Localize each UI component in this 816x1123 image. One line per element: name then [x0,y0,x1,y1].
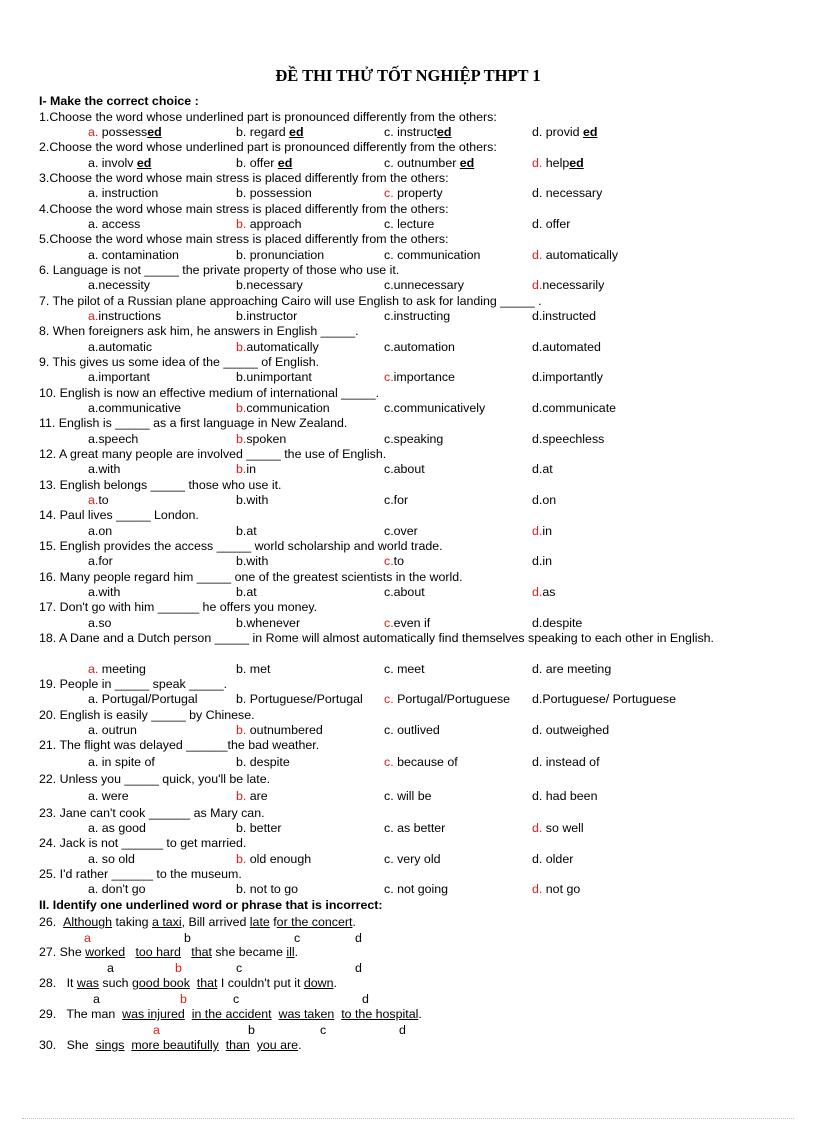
question-25: 25. I'd rather ______ to the museum. [39,867,242,881]
question-19: 19. People in _____ speak _____. [39,677,228,691]
q15-option-d[interactable]: d.in [532,554,552,568]
q24-option-b[interactable]: b. old enough [236,852,312,866]
q23-option-b[interactable]: b. better [236,821,282,835]
q23-option-c[interactable]: c. as better [384,821,446,835]
question-20: 20. English is easily _____ by Chinese. [39,708,255,722]
question-10: 10. English is now an effective medium of international _____. [39,386,380,400]
q7-option-b[interactable]: b.instructor [236,309,298,323]
q11-option-a[interactable]: a.speech [88,432,139,446]
q28-part-d[interactable]: down [303,976,334,990]
q30-part-d[interactable]: you are [256,1038,299,1052]
question-5: 5.Choose the word whose main stress is placed differently from the others: [39,232,449,246]
question-3: 3.Choose the word whose main stress is placed differently from the others: [39,171,449,185]
q26-part-b[interactable]: a taxi [152,915,182,929]
question-28: 28. It was such good book that I couldn't put it down. [39,976,337,990]
q26-part-d[interactable]: or the concert [276,915,353,929]
q11-option-c[interactable]: c.speaking [384,432,444,446]
q6-option-d[interactable]: d.necessarily [532,278,605,292]
question-12: 12. A great many people are involved _____ the use of English. [39,447,387,461]
q26-mark-a: a [84,931,91,945]
q10-option-d[interactable]: d.communicate [532,401,617,415]
q1-option-a[interactable]: a. possessed [88,125,162,139]
q19-option-b[interactable]: b. Portuguese/Portugal [236,692,363,706]
q25-option-b[interactable]: b. not to go [236,882,299,896]
q22-option-a[interactable]: a. were [88,789,129,803]
q22-option-b[interactable]: b. are [236,789,268,803]
q12-option-d[interactable]: d.at [532,462,553,476]
question-11: 11. English is _____ as a first language in New Zealand. [39,416,348,430]
question-24: 24. Jack is not ______ to get married. [39,836,247,850]
q11-option-b[interactable]: b.spoken [236,432,287,446]
q18-option-b[interactable]: b. met [236,662,271,676]
q6-option-c[interactable]: c.unnecessary [384,278,464,292]
q5-option-b[interactable]: b. pronunciation [236,248,325,262]
q15-option-b[interactable]: b.with [236,554,269,568]
page-title: ĐỀ THI THỬ TỐT NGHIỆP THPT 1 [275,66,541,85]
q27-mark-b: b [175,961,182,975]
question-18: 18. A Dane and a Dutch person _____ in Rome will almost automatically find themselves speaking to each other in English. [39,631,714,645]
q19-option-a[interactable]: a. Portugal/Portugal [88,692,198,706]
q4-option-a[interactable]: a. access [88,217,141,231]
q28-part-a[interactable]: was [76,976,99,990]
q17-option-b[interactable]: b.whenever [236,616,301,630]
q29-mark-c: c [320,1023,327,1037]
question-8: 8. When foreigners ask him, he answers in English _____. [39,324,359,338]
question-15: 15. English provides the access _____ world scholarship and world trade. [39,539,443,553]
q18-option-d[interactable]: d. are meeting [532,662,612,676]
q29-part-b[interactable]: in the accident [191,1007,272,1021]
q14-option-a[interactable]: a.on [88,524,113,538]
q7-option-a[interactable]: a.instructions [88,309,162,323]
q27-part-a[interactable]: worked [85,945,126,959]
question-9: 9. This gives us some idea of the _____ of English. [39,355,320,369]
question-16: 16. Many people regard him _____ one of the greatest scientists in the world. [39,570,463,584]
q6-option-b[interactable]: b.necessary [236,278,303,292]
q27-part-d[interactable]: ill [286,945,295,959]
q14-option-b[interactable]: b.at [236,524,257,538]
q26-part-c[interactable]: late [249,915,270,929]
q5-option-d[interactable]: d. automatically [532,248,619,262]
q4-option-c[interactable]: c. lecture [384,217,435,231]
q9-option-a[interactable]: a.important [88,370,150,384]
q9-option-c[interactable]: c.importance [384,370,455,384]
q23-option-d[interactable]: d. so well [532,821,584,835]
q15-option-a[interactable]: a.for [88,554,113,568]
q4-option-d[interactable]: d. offer [532,217,571,231]
q7-option-d[interactable]: d.instructed [532,309,597,323]
q29-part-d[interactable]: to the hospital [341,1007,419,1021]
q3-option-c[interactable]: c. property [384,186,443,200]
q25-option-d[interactable]: d. not go [532,882,581,896]
q17-option-c[interactable]: c.even if [384,616,431,630]
question-23: 23. Jane can't cook ______ as Mary can. [39,806,265,820]
q1-option-c[interactable]: c. instructed [384,125,452,139]
q13-option-a[interactable]: a.to [88,493,109,507]
q23-option-a[interactable]: a. as good [88,821,146,835]
q21-option-b[interactable]: b. despite [236,755,290,769]
q21-option-a[interactable]: a. in spite of [88,755,155,769]
q14-option-c[interactable]: c.over [384,524,418,538]
question-14: 14. Paul lives _____ London. [39,508,199,522]
q2-option-b[interactable]: b. offer ed [236,156,293,170]
q1-option-d[interactable]: d. provid ed [532,125,598,139]
question-29: 29. The man was injured in the accident was taken to the hospital. [39,1007,422,1021]
q20-option-b[interactable]: b. outnumbered [236,723,323,737]
q17-option-d[interactable]: d.despite [532,616,583,630]
q27-mark-d: d [355,961,362,975]
q27-part-c[interactable]: that [191,945,212,959]
q3-option-b[interactable]: b. possession [236,186,312,200]
q9-option-b[interactable]: b.unimportant [236,370,312,384]
q8-option-c[interactable]: c.automation [384,340,455,354]
q27-part-b[interactable]: too hard [135,945,181,959]
q17-option-a[interactable]: a.so [88,616,112,630]
q15-option-c[interactable]: c.to [384,554,404,568]
question-21: 21. The flight was delayed ______the bad weather. [39,738,320,752]
q4-option-b[interactable]: b. approach [236,217,302,231]
q21-option-c[interactable]: c. because of [384,755,458,769]
q3-option-a[interactable]: a. instruction [88,186,159,200]
question-6: 6. Language is not _____ the private property of those who use it. [39,263,400,277]
question-27: 27. She worked too hard that she became ill. [39,945,299,959]
q28-mark-b: b [180,992,187,1006]
q13-option-c[interactable]: c.for [384,493,409,507]
section-2-heading: II. Identify one underlined word or phrase that is incorrect: [39,898,383,912]
q20-option-c[interactable]: c. outlived [384,723,440,737]
q8-option-b[interactable]: b.automatically [236,340,319,354]
q9-option-d[interactable]: d.importantly [532,370,603,384]
q10-option-c[interactable]: c.communicatively [384,401,486,415]
q28-mark-c: c [233,992,240,1006]
q28-part-b[interactable]: good book [132,976,190,990]
q20-option-a[interactable]: a. outrun [88,723,137,737]
q28-part-c[interactable]: that [196,976,218,990]
question-7: 7. The pilot of a Russian plane approaching Cairo will use English to ask for landing _____ . [39,294,542,308]
q24-option-c[interactable]: c. very old [384,852,441,866]
q29-mark-d: d [399,1023,406,1037]
q13-option-d[interactable]: d.on [532,493,557,507]
q18-option-c[interactable]: c. meet [384,662,425,676]
q11-option-d[interactable]: d.speechless [532,432,605,446]
answer-mark: d. [532,156,546,170]
q30-part-a[interactable]: sings [95,1038,125,1052]
q20-option-d[interactable]: d. outweighed [532,723,610,737]
q2-option-c[interactable]: c. outnumber ed [384,156,475,170]
q19-option-d[interactable]: d.Portuguese/ Portuguese [532,692,676,706]
question-4: 4.Choose the word whose main stress is placed differently from the others: [39,202,449,216]
section-1-heading: I- Make the correct choice : [39,94,199,108]
q22-option-c[interactable]: c. will be [384,789,432,803]
q16-option-c[interactable]: c.about [384,585,425,599]
q30-part-b[interactable]: more beautifully [131,1038,219,1052]
q1-option-b[interactable]: b. regard ed [236,125,304,139]
q29-part-a[interactable]: was injured [122,1007,185,1021]
q12-option-c[interactable]: c.about [384,462,425,476]
q28-mark-a: a [93,992,100,1006]
q5-option-c[interactable]: c. communication [384,248,481,262]
q16-option-d[interactable]: d.as [532,585,556,599]
q6-option-a[interactable]: a.necessity [88,278,150,292]
q28-mark-d: d [362,992,369,1006]
question-17: 17. Don't go with him ______ he offers you money. [39,600,318,614]
q16-option-a[interactable]: a.with [88,585,121,599]
q22-option-d[interactable]: d. had been [532,789,598,803]
q26-part-a[interactable]: Although [63,915,113,929]
q8-option-d[interactable]: d.automated [532,340,601,354]
q2-option-a[interactable]: a. involv ed [88,156,152,170]
answer-mark: a. [88,125,102,139]
q7-option-c[interactable]: c.instructing [384,309,451,323]
q25-option-c[interactable]: c. not going [384,882,449,896]
q26-mark-b: b [184,931,191,945]
q27-mark-c: c [236,961,243,975]
q3-option-d[interactable]: d. necessary [532,186,603,200]
q8-option-a[interactable]: a.automatic [88,340,153,354]
q12-option-a[interactable]: a.with [88,462,121,476]
q25-option-a[interactable]: a. don't go [88,882,146,896]
q21-option-d[interactable]: d. instead of [532,755,600,769]
q29-mark-a: a [153,1023,160,1037]
q10-option-a[interactable]: a.communicative [88,401,181,415]
q5-option-a[interactable]: a. contamination [88,248,179,262]
q29-mark-b: b [248,1023,255,1037]
question-1: 1.Choose the word whose underlined part is pronounced differently from the others: [39,110,497,124]
q13-option-b[interactable]: b.with [236,493,269,507]
q26-mark-c: c [294,931,301,945]
q14-option-d[interactable]: d.in [532,524,552,538]
q27-mark-a: a [107,961,114,975]
q10-option-b[interactable]: b.communication [236,401,330,415]
q2-option-d[interactable]: d. helped [532,156,584,170]
q19-option-c[interactable]: c. Portugal/Portuguese [384,692,511,706]
q26-mark-d: d [355,931,362,945]
question-2: 2.Choose the word whose underlined part is pronounced differently from the others: [39,140,497,154]
question-22: 22. Unless you _____ quick, you'll be late. [39,772,271,786]
question-30: 30. She sings more beautifully than you are. [39,1038,302,1052]
q30-part-c[interactable]: than [225,1038,250,1052]
q12-option-b[interactable]: b.in [236,462,256,476]
page-bottom-divider [22,1118,794,1119]
q24-option-a[interactable]: a. so old [88,852,135,866]
q24-option-d[interactable]: d. older [532,852,574,866]
question-26: 26. Although taking a taxi, Bill arrived late for the concert. [39,915,356,929]
q16-option-b[interactable]: b.at [236,585,257,599]
question-13: 13. English belongs _____ those who use it. [39,478,282,492]
q29-part-c[interactable]: was taken [278,1007,335,1021]
q18-option-a[interactable]: a. meeting [88,662,146,676]
